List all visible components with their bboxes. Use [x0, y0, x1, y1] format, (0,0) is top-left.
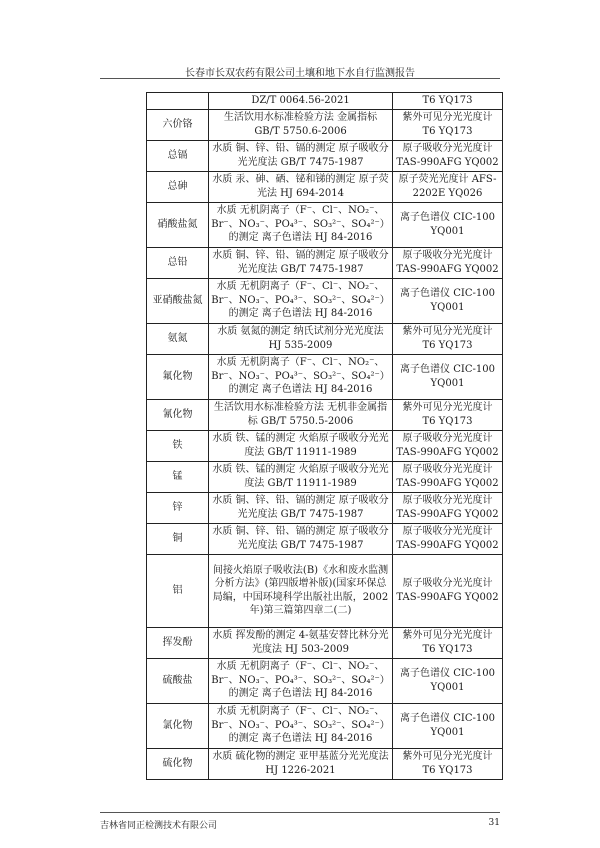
instrument-cell: 原子吸收分光光度计 TAS-990AFG YQ002: [393, 140, 503, 171]
analyte-cell: 锌: [147, 492, 209, 523]
analyte-cell: 挥发酚: [147, 627, 209, 658]
analyte-cell: 铜: [147, 523, 209, 554]
instrument-cell: 原子吸收分光光度计 TAS-990AFG YQ002: [393, 554, 503, 627]
instrument-cell: 原子吸收分光光度计 TAS-990AFG YQ002: [393, 523, 503, 554]
table-row: [147, 748, 503, 779]
method-cell: 水质 无机阴离子（F⁻、Cl⁻、NO₂⁻、Br⁻、NO₃⁻、PO₄³⁻、SO₃²⁻、SO₄²⁻）的测定 离子色谱法 HJ 84-2016: [209, 354, 393, 399]
instrument-cell: 紫外可见分光光度计 T6 YQ173: [393, 627, 503, 658]
analyte-cell: 氟化物: [147, 354, 209, 399]
footer-company: 吉林省同正检测技术有限公司: [100, 821, 218, 831]
analyte-cell: 氰化物: [147, 399, 209, 430]
table-row: [147, 278, 503, 323]
method-cell: 水质 铁、锰的测定 火焰原子吸收分光光度法 GB/T 11911-1989: [209, 461, 393, 492]
table-row: [147, 202, 503, 247]
instrument-cell: 原子吸收分光光度计 TAS-990AFG YQ002: [393, 430, 503, 461]
analyte-cell: 总砷: [147, 171, 209, 202]
analyte-cell: 铁: [147, 430, 209, 461]
method-cell: 水质 汞、砷、硒、铋和锑的测定 原子荧光法 HJ 694-2014: [209, 171, 393, 202]
instrument-cell: 离子色谱仪 CIC-100 YQ001: [393, 278, 503, 323]
analyte-cell: 氨氮: [147, 323, 209, 354]
instrument-cell: 离子色谱仪 CIC-100 YQ001: [393, 703, 503, 748]
method-cell: 水质 铜、锌、铅、镉的测定 原子吸收分光光度法 GB/T 7475-1987: [209, 140, 393, 171]
table-row: [147, 93, 503, 110]
method-cell: 水质 无机阴离子（F⁻、Cl⁻、NO₂⁻、Br⁻、NO₃⁻、PO₄³⁻、SO₃²⁻、SO₄²⁻）的测定 离子色谱法 HJ 84-2016: [209, 278, 393, 323]
table-row: [147, 354, 503, 399]
analyte-cell: [147, 93, 209, 110]
analyte-cell: 铝: [147, 554, 209, 627]
instrument-cell: 原子吸收分光光度计 TAS-990AFG YQ002: [393, 461, 503, 492]
instrument-cell: 紫外可见分光光度计 T6 YQ173: [393, 399, 503, 430]
page-number: 31: [488, 818, 500, 828]
table-row: [147, 140, 503, 171]
method-cell: 生活饮用水标准检验方法 金属指标 GB/T 5750.6-2006: [209, 109, 393, 140]
table-row: [147, 247, 503, 278]
table-row: [147, 523, 503, 554]
instrument-cell: 原子吸收分光光度计 TAS-990AFG YQ002: [393, 492, 503, 523]
analyte-cell: 硝酸盐氮: [147, 202, 209, 247]
analyte-cell: 氯化物: [147, 703, 209, 748]
header-divider: [100, 78, 500, 79]
instrument-cell: 紫外可见分光光度计 T6 YQ173: [393, 323, 503, 354]
table-row: [147, 461, 503, 492]
table-row: [147, 627, 503, 658]
table-row: [147, 492, 503, 523]
analysis-methods-table: [146, 92, 503, 780]
table-row: [147, 658, 503, 703]
table-row: [147, 703, 503, 748]
analyte-cell: 总铅: [147, 247, 209, 278]
method-cell: 间接火焰原子吸收法(B)《水和废水监测分析方法》(第四版增补版)(国家环保总局编，中国环境科学出版社出版，2002年)第三篇第四章二(二): [209, 554, 393, 627]
method-cell: 水质 铜、锌、铅、镉的测定 原子吸收分光光度法 GB/T 7475-1987: [209, 247, 393, 278]
instrument-cell: 紫外可见分光光度计 T6 YQ173: [393, 109, 503, 140]
instrument-cell: T6 YQ173: [393, 93, 503, 110]
method-cell: 水质 铜、锌、铅、镉的测定 原子吸收分光光度法 GB/T 7475-1987: [209, 492, 393, 523]
analyte-cell: 亚硝酸盐氮: [147, 278, 209, 323]
table-row: [147, 399, 503, 430]
method-cell: 水质 铁、锰的测定 火焰原子吸收分光光度法 GB/T 11911-1989: [209, 430, 393, 461]
method-cell: DZ/T 0064.56-2021: [209, 93, 393, 110]
method-cell: 水质 氨氮的测定 纳氏试剂分光光度法 HJ 535-2009: [209, 323, 393, 354]
method-cell: 水质 挥发酚的测定 4-氨基安替比林分光光度法 HJ 503-2009: [209, 627, 393, 658]
instrument-cell: 原子荧光光度计 AFS-2202E YQ026: [393, 171, 503, 202]
instrument-cell: 离子色谱仪 CIC-100 YQ001: [393, 354, 503, 399]
method-cell: 水质 硫化物的测定 亚甲基蓝分光光度法 HJ 1226-2021: [209, 748, 393, 779]
page-header-title: 长春市长双农药有限公司土壤和地下水自行监测报告: [185, 68, 415, 79]
analyte-cell: 硫酸盐: [147, 658, 209, 703]
analyte-cell: 硫化物: [147, 748, 209, 779]
instrument-cell: 原子吸收分光光度计 TAS-990AFG YQ002: [393, 247, 503, 278]
instrument-cell: 离子色谱仪 CIC-100 YQ001: [393, 658, 503, 703]
table-row: [147, 109, 503, 140]
method-cell: 水质 无机阴离子（F⁻、Cl⁻、NO₂⁻、Br⁻、NO₃⁻、PO₄³⁻、SO₃²⁻、SO₄²⁻）的测定 离子色谱法 HJ 84-2016: [209, 658, 393, 703]
table-row: [147, 323, 503, 354]
instrument-cell: 离子色谱仪 CIC-100 YQ001: [393, 202, 503, 247]
analyte-cell: 六价铬: [147, 109, 209, 140]
table-row: [147, 171, 503, 202]
table-row: [147, 554, 503, 627]
analyte-cell: 总镉: [147, 140, 209, 171]
table-row: [147, 430, 503, 461]
analyte-cell: 锰: [147, 461, 209, 492]
footer-divider: [100, 812, 500, 813]
method-cell: 水质 无机阴离子（F⁻、Cl⁻、NO₂⁻、Br⁻、NO₃⁻、PO₄³⁻、SO₃²⁻、SO₄²⁻）的测定 离子色谱法 HJ 84-2016: [209, 202, 393, 247]
instrument-cell: 紫外可见分光光度计 T6 YQ173: [393, 748, 503, 779]
method-cell: 水质 铜、锌、铅、镉的测定 原子吸收分光光度法 GB/T 7475-1987: [209, 523, 393, 554]
method-cell: 水质 无机阴离子（F⁻、Cl⁻、NO₂⁻、Br⁻、NO₃⁻、PO₄³⁻、SO₃²⁻、SO₄²⁻）的测定 离子色谱法 HJ 84-2016: [209, 703, 393, 748]
method-cell: 生活饮用水标准检验方法 无机非金属指标 GB/T 5750.5-2006: [209, 399, 393, 430]
table-body: [147, 93, 503, 780]
